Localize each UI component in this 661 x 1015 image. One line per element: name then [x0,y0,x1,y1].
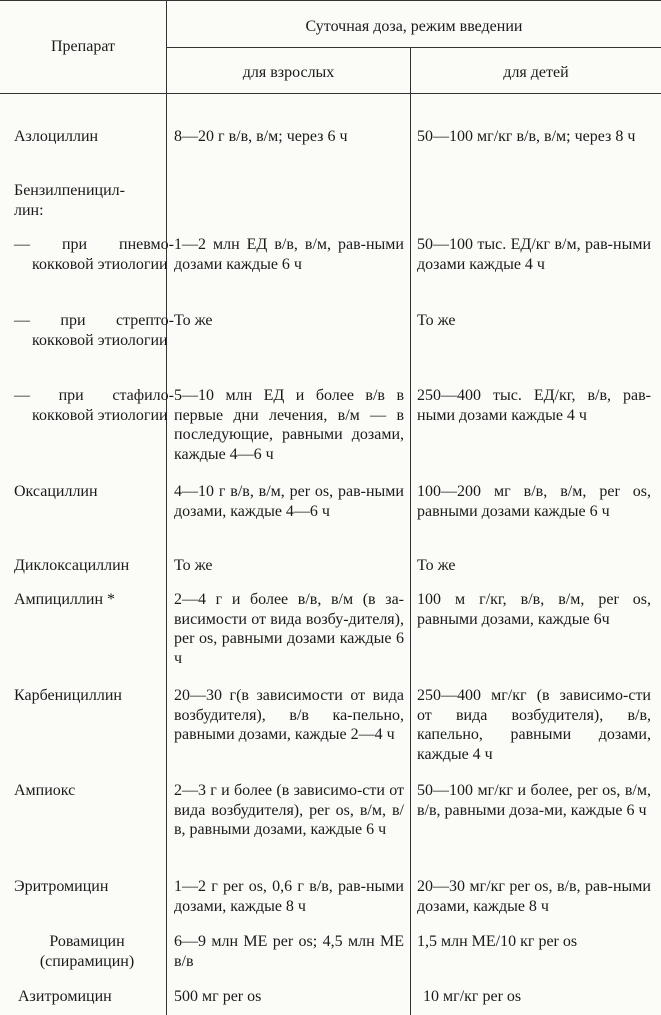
subheader-rule [167,47,661,48]
child-dose: 1,5 млн МЕ/10 кг per os [417,933,578,950]
header-bottom-rule [0,93,661,94]
drug-name: Ампициллин * [14,591,116,608]
drug-name: Бензилпеницил-лин: [14,182,125,219]
child-dose: 100 м г/кг, в/в, в/м, per os, равными дозами, каждые 6ч [417,591,651,628]
drug-name: Карбенициллин [14,687,122,704]
adult-dose: 2—4 г и более в/в, в/м (в за-висимости от вида возбу-дителя), per os, равными дозами каждые 6 ч [174,591,404,667]
drug-subtype: — при пневмо-кокковой этиологии [14,236,174,273]
child-dose: 50—100 мг/кг и более, per os, в/м, в/в, равными доза-ми, каждые 6 ч [417,782,651,819]
child-dose: 50—100 тыс. ЕД/кг в/м, рав-ными дозами каждые 4 ч [417,236,651,273]
drug-name: Эритромицин [14,878,109,895]
adult-dose: 8—20 г в/в, в/м; через 6 ч [174,128,348,145]
child-dose: 250—400 мг/кг (в зависимо-сти от вида возбудителя), в/в, капельно, равными дозами, каждые 4 ч [417,687,651,763]
adult-dose: То же [174,312,213,329]
adult-dose: 2—3 г и более (в зависимо-сти от вида возбудителя), per os, в/м, в/в, равными дозами, каждые 6 ч [174,782,404,839]
column-divider-1 [166,0,167,1015]
column-divider-2 [410,47,411,1015]
drug-subtype: — при стафило-кокковой этиологии [14,387,174,424]
drug-name: Азитромицин [18,988,112,1005]
drug-name: Диклоксациллин [14,557,130,574]
drug-name: Азлоциллин [14,128,99,145]
header-children: для детей [503,64,569,81]
drug-name: Ровамицин (спирамицин) [39,933,135,970]
adult-dose: 6—9 млн МЕ per os; 4,5 млн МЕ в/в [174,933,404,970]
child-dose: 250—400 тыс. ЕД/кг, в/в, рав-ными дозами каждые 4 ч [417,387,651,424]
adult-dose: То же [174,557,213,574]
table-top-rule [0,0,661,1]
child-dose: 10 мг/кг per os [423,988,522,1005]
drug-name: Оксациллин [14,483,98,500]
child-dose: 100—200 мг в/в, в/м, per os, равными дозами каждые 6 ч [417,483,651,520]
child-dose: 20—30 мг/кг per os, в/в, рав-ными дозами, каждые 8 ч [417,878,651,915]
adult-dose: 500 мг per os [174,988,262,1005]
child-dose: То же [417,557,456,574]
child-dose: То же [417,312,456,329]
drug-name: Ампиокс [14,782,76,799]
header-adults: для взрослых [242,64,335,81]
drug-subtype: — при стрепто-кокковой этиологии [14,312,174,349]
child-dose: 50—100 мг/кг в/в, в/м; через 8 ч [417,128,636,145]
adult-dose: 1—2 г per os, 0,6 г в/в, рав-ными дозами, каждые 8 ч [174,878,404,915]
adult-dose: 4—10 г в/в, в/м, per os, рав-ными дозами, каждые 4—6 ч [174,483,404,520]
header-dose-group: Суточная доза, режим введении [305,18,523,35]
adult-dose: 1—2 млн ЕД в/в, в/м, рав-ными дозами каждые 6 ч [174,236,404,273]
adult-dose: 5—10 млн ЕД и более в/в в первые дни лечения, в/м — в последующие, равными дозами, каждые 4—6 ч [174,387,404,463]
header-drug: Препарат [51,38,115,55]
adult-dose: 20—30 г(в зависимости от вида возбудителя), в/в ка-пельно, равными дозами, каждые 2—4 ч [174,687,404,744]
